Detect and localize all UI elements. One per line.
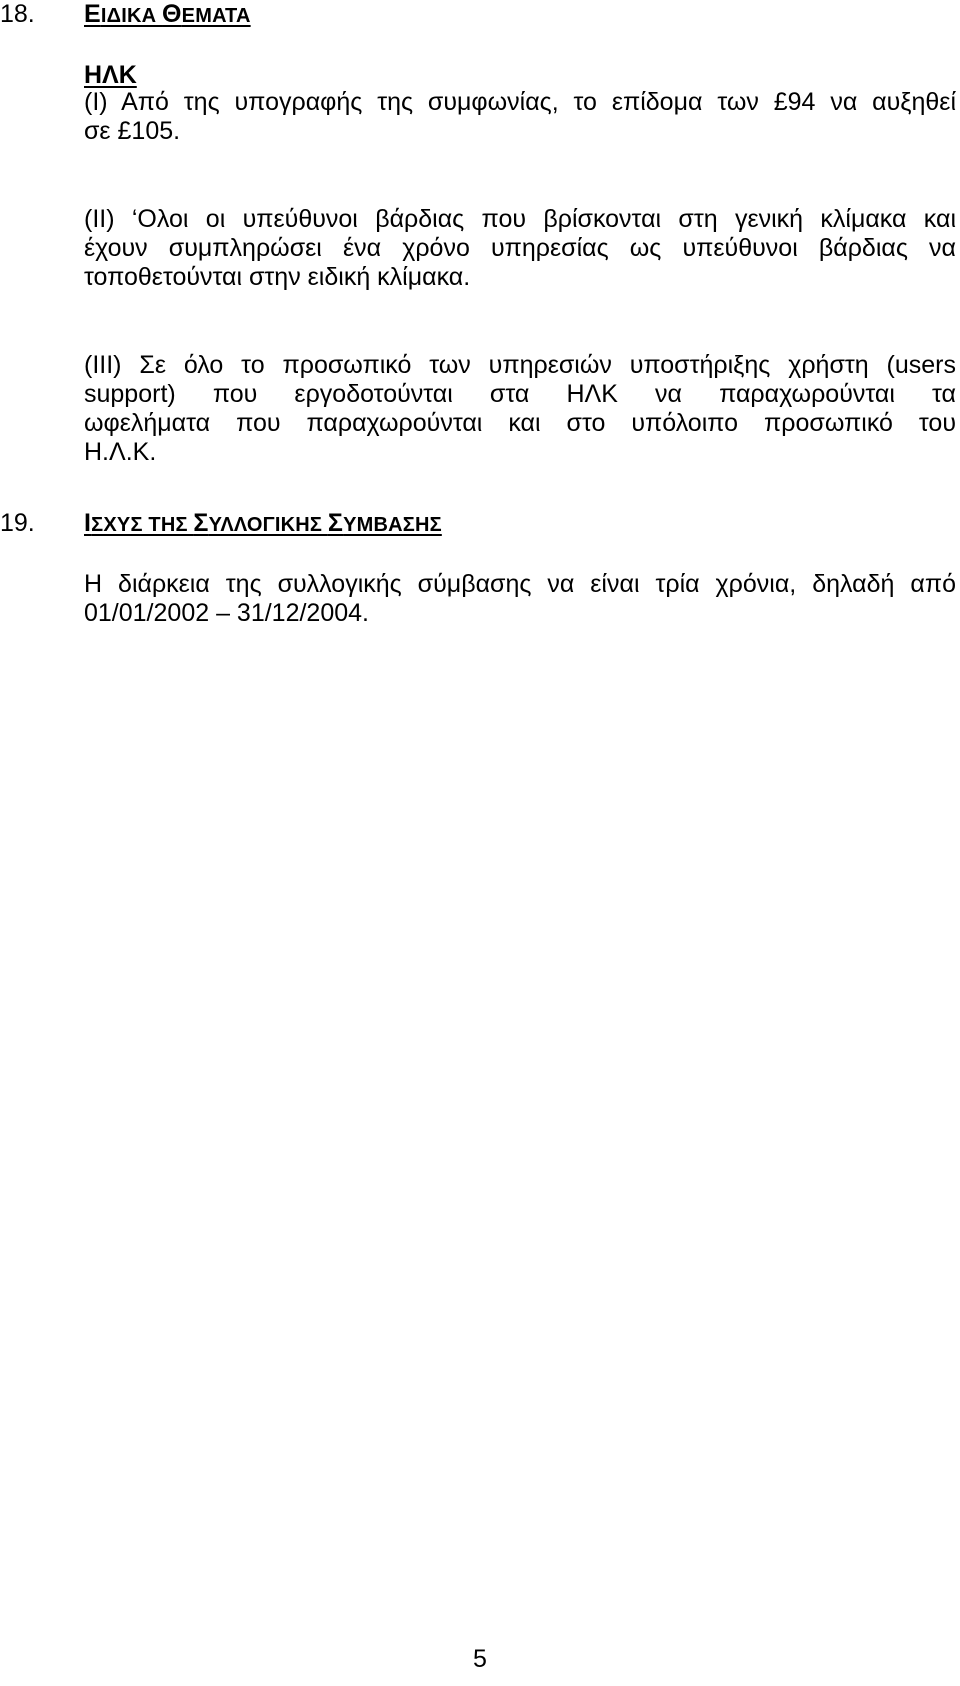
title-part: ΙΔΙΚΑ <box>100 5 163 27</box>
section-title <box>84 0 251 31</box>
paragraph-line: (ΙΙΙ) Σε όλο το προσωπικό των υπηρεσιών υποστήριξης χρήστη (users <box>84 351 956 379</box>
title-part: ΥΜΒΑΣΗΣ <box>343 514 442 536</box>
paragraph <box>84 351 956 467</box>
section-number: 19. <box>0 509 35 537</box>
title-part: Σ <box>193 509 209 537</box>
title-part: Ι <box>84 509 92 537</box>
paragraph <box>84 570 956 628</box>
title-part: Σ <box>327 509 344 537</box>
paragraph-line: Η διάρκεια της συλλογικής σύμβασης να είναι τρία χρόνια, δηλαδή από <box>84 570 956 598</box>
paragraph-line: Η.Λ.Κ. <box>84 438 157 466</box>
paragraph-line: (ΙΙ) ‘Ολοι οι υπεύθυνοι βάρδιας που βρίσκονται στη γενική κλίμακα και <box>84 205 956 233</box>
section-number: 18. <box>0 0 35 28</box>
subsection-title: ΗΛΚ <box>84 61 137 89</box>
paragraph-line: (Ι) Από της υπογραφής της συμφωνίας, το επίδομα των £94 να αυξηθεί <box>84 88 956 116</box>
page-number: 5 <box>473 1645 487 1673</box>
paragraph-line: τοποθετούνται στην ειδική κλίμακα. <box>84 263 471 291</box>
paragraph <box>84 205 956 292</box>
section-title <box>84 509 442 540</box>
title-part: Θ <box>162 0 182 28</box>
title-part: ΕΜΑΤΑ <box>181 5 251 27</box>
title-part: ΣΧΥΣ ΤΗΣ <box>91 514 194 536</box>
title-part: ΥΛΛΟΓΙΚΗΣ <box>208 514 328 536</box>
paragraph-line: έχουν συμπληρώσει ένα χρόνο υπηρεσίας ως υπεύθυνοι βάρδιας να <box>84 234 956 262</box>
paragraph-line: ωφελήματα που παραχωρούνται και στο υπόλοιπο προσωπικό του <box>84 409 956 437</box>
title-part: Ε <box>84 0 101 28</box>
paragraph-line: 01/01/2002 – 31/12/2004. <box>84 599 369 627</box>
paragraph <box>84 88 956 146</box>
paragraph-line: σε £105. <box>84 117 181 145</box>
paragraph-line: support) που εργοδοτούνται στα ΗΛΚ να παραχωρούνται τα <box>84 380 956 408</box>
